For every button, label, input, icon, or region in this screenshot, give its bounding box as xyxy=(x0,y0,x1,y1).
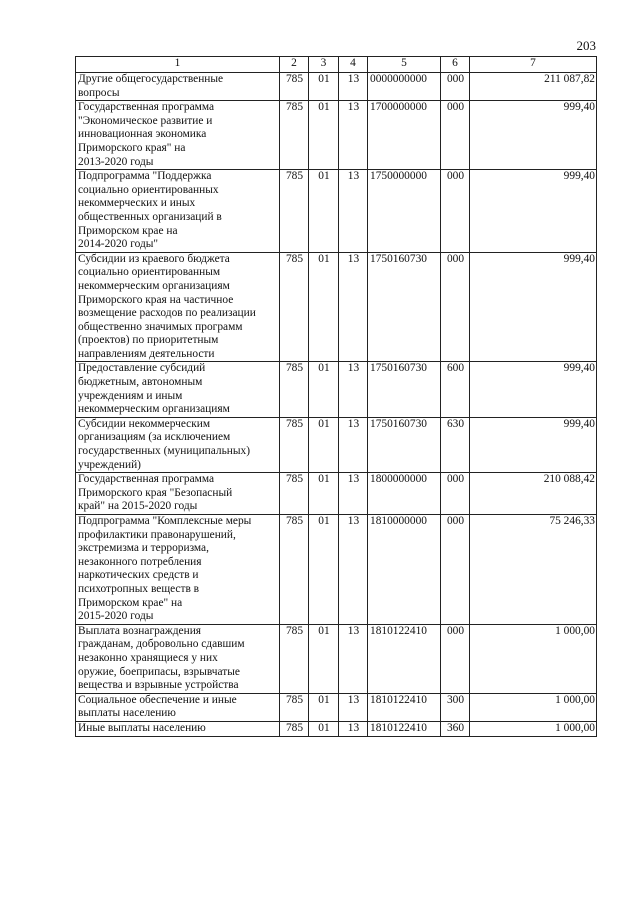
row-name-line: край" на 2015-2020 годы xyxy=(78,500,198,513)
admin-code-cell: 785 xyxy=(280,515,309,625)
row-name-line: некоммерческих и иных xyxy=(78,197,196,210)
row-name-cell xyxy=(76,73,280,101)
row-name-line: экстремизма и терроризма, xyxy=(78,542,209,555)
row-name-line: Предоставление субсидий xyxy=(78,362,206,375)
row-name-line: оружие, боеприпасы, взрывчатые xyxy=(78,665,240,678)
row-name-cell xyxy=(76,624,280,693)
subsection-code-cell: 13 xyxy=(339,515,368,625)
row-name-line: 2013-2020 годы xyxy=(78,155,154,168)
admin-code-cell: 785 xyxy=(280,417,309,472)
row-name-line: бюджетным, автономным xyxy=(78,376,203,389)
row-name-line: некоммерческим организациям xyxy=(78,403,230,416)
row-name-line: социально ориентированных xyxy=(78,183,219,196)
row-name-line: социально ориентированным xyxy=(78,266,221,279)
row-name-line: государственных (муниципальных) xyxy=(78,445,251,458)
subsection-code-cell: 13 xyxy=(339,417,368,472)
row-name-cell xyxy=(76,101,280,170)
row-name-line: Другие общегосударственные xyxy=(78,73,224,85)
row-name-line: Субсидии некоммерческим xyxy=(78,417,211,430)
row-name-line: организациям (за исключением xyxy=(78,431,231,444)
target-code-cell: 1800000000 xyxy=(368,473,441,515)
subsection-code-cell: 13 xyxy=(339,693,368,721)
row-name-line: инновационная экономика xyxy=(78,128,207,141)
section-code-cell: 01 xyxy=(309,624,339,693)
target-code-cell: 1700000000 xyxy=(368,101,441,170)
row-name-line: общественных организаций в xyxy=(78,210,222,223)
header-col-5: 5 xyxy=(368,57,441,73)
table-row xyxy=(76,693,597,721)
amount-cell: 999,40 xyxy=(470,170,597,253)
section-code-cell: 01 xyxy=(309,515,339,625)
row-name-line: профилактики правонарушений, xyxy=(78,528,236,541)
row-name-line: Приморского края на частичное xyxy=(78,293,234,306)
expense-type-cell: 000 xyxy=(441,473,470,515)
row-name-cell xyxy=(76,417,280,472)
table-row xyxy=(76,721,597,736)
table-row xyxy=(76,73,597,101)
row-name-line: Подпрограмма "Комплексные меры xyxy=(78,515,252,527)
row-name-line: Иные выплаты населению xyxy=(78,721,206,734)
target-code-cell: 1750160730 xyxy=(368,362,441,417)
expense-type-cell: 600 xyxy=(441,362,470,417)
row-name-line: психотропных веществ в xyxy=(78,582,200,595)
expense-type-cell: 000 xyxy=(441,170,470,253)
section-code-cell: 01 xyxy=(309,693,339,721)
admin-code-cell: 785 xyxy=(280,101,309,170)
budget-table xyxy=(75,56,597,737)
row-name-line: наркотических средств и xyxy=(78,569,199,582)
subsection-code-cell: 13 xyxy=(339,624,368,693)
admin-code-cell: 785 xyxy=(280,473,309,515)
row-name-line: Приморском крае" на xyxy=(78,596,183,609)
subsection-code-cell: 13 xyxy=(339,721,368,736)
target-code-cell: 0000000000 xyxy=(368,73,441,101)
row-name-line: выплаты населению xyxy=(78,707,176,720)
admin-code-cell: 785 xyxy=(280,252,309,362)
amount-cell: 1 000,00 xyxy=(470,721,597,736)
amount-cell: 1 000,00 xyxy=(470,624,597,693)
row-name-line: некоммерческим организациям xyxy=(78,279,230,292)
header-col-3: 3 xyxy=(309,57,339,73)
header-col-2: 2 xyxy=(280,57,309,73)
table-row xyxy=(76,473,597,515)
section-code-cell: 01 xyxy=(309,252,339,362)
subsection-code-cell: 13 xyxy=(339,473,368,515)
table-row xyxy=(76,515,597,625)
expense-type-cell: 000 xyxy=(441,73,470,101)
row-name-line: Государственная программа xyxy=(78,473,215,486)
row-name-line: 2014-2020 годы" xyxy=(78,238,159,251)
row-name-line: Приморского края" на xyxy=(78,141,186,154)
amount-cell: 1 000,00 xyxy=(470,693,597,721)
amount-cell: 999,40 xyxy=(470,362,597,417)
row-name-line: направлениям деятельности xyxy=(78,347,215,360)
section-code-cell: 01 xyxy=(309,73,339,101)
header-row xyxy=(76,57,597,73)
admin-code-cell: 785 xyxy=(280,73,309,101)
row-name-cell xyxy=(76,693,280,721)
row-name-cell xyxy=(76,473,280,515)
admin-code-cell: 785 xyxy=(280,721,309,736)
expense-type-cell: 000 xyxy=(441,624,470,693)
expense-type-cell: 630 xyxy=(441,417,470,472)
header-col-6: 6 xyxy=(441,57,470,73)
section-code-cell: 01 xyxy=(309,101,339,170)
target-code-cell: 1810122410 xyxy=(368,721,441,736)
row-name-line: общественно значимых программ xyxy=(78,320,243,333)
table-body xyxy=(76,73,597,737)
header-col-1: 1 xyxy=(76,57,280,73)
target-code-cell: 1810122410 xyxy=(368,693,441,721)
expense-type-cell: 000 xyxy=(441,252,470,362)
section-code-cell: 01 xyxy=(309,473,339,515)
row-name-cell xyxy=(76,362,280,417)
table-row xyxy=(76,170,597,253)
admin-code-cell: 785 xyxy=(280,624,309,693)
row-name-line: незаконно хранящиеся у них xyxy=(78,651,218,664)
table-row xyxy=(76,101,597,170)
expense-type-cell: 300 xyxy=(441,693,470,721)
target-code-cell: 1750160730 xyxy=(368,417,441,472)
table-row xyxy=(76,362,597,417)
subsection-code-cell: 13 xyxy=(339,73,368,101)
row-name-line: учреждениям и иным xyxy=(78,389,183,402)
amount-cell: 75 246,33 xyxy=(470,515,597,625)
target-code-cell: 1810000000 xyxy=(368,515,441,625)
row-name-line: Подпрограмма "Поддержка xyxy=(78,170,212,183)
row-name-line: вопросы xyxy=(78,86,120,99)
row-name-line: Социальное обеспечение и иные xyxy=(78,693,237,706)
admin-code-cell: 785 xyxy=(280,693,309,721)
header-col-4: 4 xyxy=(339,57,368,73)
row-name-line: Субсидии из краевого бюджета xyxy=(78,252,230,265)
row-name-line: Государственная программа xyxy=(78,101,215,114)
amount-cell: 211 087,82 xyxy=(470,73,597,101)
row-name-line: 2015-2020 годы xyxy=(78,610,154,623)
page-number: 203 xyxy=(576,38,596,53)
amount-cell: 999,40 xyxy=(470,252,597,362)
section-code-cell: 01 xyxy=(309,170,339,253)
table-row xyxy=(76,624,597,693)
section-code-cell: 01 xyxy=(309,417,339,472)
subsection-code-cell: 13 xyxy=(339,101,368,170)
subsection-code-cell: 13 xyxy=(339,252,368,362)
amount-cell: 210 088,42 xyxy=(470,473,597,515)
row-name-line: незаконного потребления xyxy=(78,555,202,568)
row-name-line: Приморском крае на xyxy=(78,224,178,237)
header-col-7: 7 xyxy=(470,57,597,73)
target-code-cell: 1750000000 xyxy=(368,170,441,253)
expense-type-cell: 000 xyxy=(441,515,470,625)
amount-cell: 999,40 xyxy=(470,101,597,170)
section-code-cell: 01 xyxy=(309,721,339,736)
amount-cell: 999,40 xyxy=(470,417,597,472)
admin-code-cell: 785 xyxy=(280,362,309,417)
row-name-line: (проектов) по приоритетным xyxy=(78,334,219,347)
section-code-cell: 01 xyxy=(309,362,339,417)
expense-type-cell: 360 xyxy=(441,721,470,736)
target-code-cell: 1750160730 xyxy=(368,252,441,362)
row-name-line: вещества и взрывные устройства xyxy=(78,679,239,692)
row-name-line: учреждений) xyxy=(78,458,141,471)
admin-code-cell: 785 xyxy=(280,170,309,253)
table-row xyxy=(76,252,597,362)
row-name-line: Приморского края "Безопасный xyxy=(78,486,233,499)
row-name-line: Выплата вознаграждения xyxy=(78,624,202,637)
row-name-cell xyxy=(76,721,280,736)
row-name-line: "Экономическое развитие и xyxy=(78,114,213,127)
target-code-cell: 1810122410 xyxy=(368,624,441,693)
row-name-line: возмещение расходов по реализации xyxy=(78,307,256,320)
row-name-line: гражданам, добровольно сдавшим xyxy=(78,638,245,651)
expense-type-cell: 000 xyxy=(441,101,470,170)
table-row xyxy=(76,417,597,472)
subsection-code-cell: 13 xyxy=(339,362,368,417)
subsection-code-cell: 13 xyxy=(339,170,368,253)
row-name-cell xyxy=(76,252,280,362)
row-name-cell xyxy=(76,170,280,253)
row-name-cell xyxy=(76,515,280,625)
